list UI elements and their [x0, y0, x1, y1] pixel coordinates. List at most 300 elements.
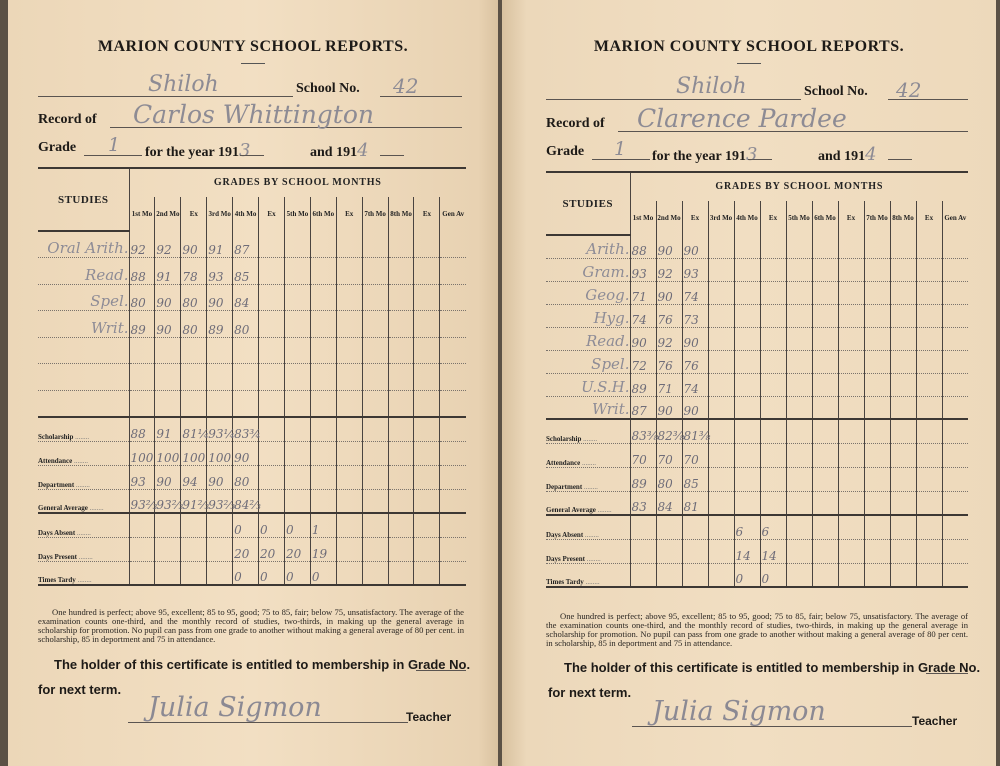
grade-cell	[760, 281, 786, 304]
month-header: Ex	[838, 201, 864, 235]
month-header: 2nd Mo	[155, 197, 181, 231]
summary-label: Department ........	[38, 465, 129, 489]
report-title: MARION COUNTY SCHOOL REPORTS.	[593, 38, 905, 55]
grade-cell: 70	[682, 443, 708, 467]
grade-cell: 88	[129, 417, 155, 441]
year-end: 4	[357, 140, 369, 161]
grade-cell: 6	[734, 515, 760, 539]
grade-cell: 70	[656, 443, 682, 467]
grade-cell: 90	[656, 281, 682, 304]
grade-cell	[362, 441, 388, 465]
grade-cell	[838, 419, 864, 443]
month-header: 5th Mo	[786, 201, 812, 235]
title-rule	[737, 63, 761, 64]
grade-cell	[786, 539, 812, 563]
grade-cell	[916, 563, 942, 587]
subject-name: Writ.	[38, 311, 129, 338]
subject-name: Arith.	[546, 235, 630, 258]
grade-cell	[786, 373, 812, 396]
grade-cell	[414, 465, 440, 489]
grade-cell	[708, 281, 734, 304]
grade-cell	[864, 327, 890, 350]
grade-cell: 19	[310, 537, 336, 561]
certificate-grade-line	[416, 670, 466, 671]
month-header: Ex	[916, 201, 942, 235]
school-name: Shiloh	[676, 74, 747, 99]
grade-cell: 90	[155, 465, 181, 489]
grade-cell: 83¾	[233, 417, 259, 441]
grade-cell	[414, 258, 440, 285]
grade-cell	[284, 465, 310, 489]
grade-cell	[734, 258, 760, 281]
grade-cell	[942, 539, 968, 563]
subject-name	[38, 364, 129, 391]
grade-cell	[207, 561, 233, 585]
grade-cell	[259, 465, 285, 489]
month-header: 7th Mo	[362, 197, 388, 231]
grade-cell	[336, 284, 362, 311]
grade-cell	[916, 281, 942, 304]
grade-cell	[812, 515, 838, 539]
days-label: Times Tardy ........	[546, 563, 630, 587]
grade-cell: 100	[181, 441, 207, 465]
grade-cell	[336, 337, 362, 364]
grade-cell	[129, 513, 155, 537]
grade-cell	[310, 311, 336, 338]
month-header: 1st Mo	[129, 197, 155, 231]
grade-cell	[838, 258, 864, 281]
grade-cell	[942, 467, 968, 491]
grade-cell: 81	[682, 491, 708, 515]
grade-cell: 14	[734, 539, 760, 563]
grade-cell	[284, 284, 310, 311]
grade-cell: 81¼	[181, 417, 207, 441]
grade-cell	[708, 467, 734, 491]
grade-cell	[812, 539, 838, 563]
days-label: Days Present ........	[546, 539, 630, 563]
grade-cell	[838, 281, 864, 304]
grade-cell: 76	[682, 350, 708, 373]
grade-cell: 84	[233, 284, 259, 311]
grade-cell: 80	[129, 284, 155, 311]
grade-cell: 93	[630, 258, 656, 281]
grade-cell	[864, 350, 890, 373]
grade-cell	[786, 419, 812, 443]
grade-cell	[838, 467, 864, 491]
grade-cell	[414, 537, 440, 561]
grade-cell	[310, 391, 336, 418]
grade-cell	[440, 311, 466, 338]
grade-cell	[916, 396, 942, 419]
grade-cell: 87	[233, 231, 259, 258]
grade-cell	[155, 391, 181, 418]
grade-cell	[890, 373, 916, 396]
grade-cell	[362, 337, 388, 364]
grade-cell	[181, 513, 207, 537]
grade-cell	[734, 235, 760, 258]
studies-header: STUDIES	[38, 169, 129, 231]
grade-cell	[336, 231, 362, 258]
grade-cell	[362, 311, 388, 338]
grade-cell	[812, 350, 838, 373]
grade-cell: 81⅜	[682, 419, 708, 443]
title-rule	[241, 63, 265, 64]
grade-cell	[760, 491, 786, 515]
grade-cell	[630, 515, 656, 539]
grade-cell	[708, 563, 734, 587]
grade-cell	[440, 513, 466, 537]
grade-cell: 90	[630, 327, 656, 350]
grade-cell	[760, 373, 786, 396]
grade-cell	[129, 561, 155, 585]
grade-cell	[362, 364, 388, 391]
grade-cell	[181, 364, 207, 391]
grade-cell	[812, 491, 838, 515]
subject-name: Read.	[546, 327, 630, 350]
grade-cell	[259, 311, 285, 338]
grade-cell	[181, 337, 207, 364]
grade-cell: 90	[155, 284, 181, 311]
grade-cell	[890, 281, 916, 304]
grade-cell: 90	[682, 327, 708, 350]
subject-name: Spel.	[546, 350, 630, 373]
grade-cell	[708, 396, 734, 419]
grade-cell: 0	[310, 561, 336, 585]
month-header: Ex	[259, 197, 285, 231]
grade-cell	[890, 350, 916, 373]
grade-cell	[786, 467, 812, 491]
grade-cell: 83⅜	[630, 419, 656, 443]
grade-cell	[388, 258, 414, 285]
grade-cell	[942, 443, 968, 467]
teacher-label: Teacher	[912, 714, 958, 728]
grade-cell	[656, 515, 682, 539]
grade-cell	[708, 491, 734, 515]
school-no: 42	[896, 78, 922, 102]
grade-cell	[284, 258, 310, 285]
grade-cell: 80	[181, 311, 207, 338]
grade-cell	[259, 417, 285, 441]
grade-cell	[388, 441, 414, 465]
grade-cell: 14	[760, 539, 786, 563]
grade-cell	[682, 563, 708, 587]
grade-cell	[838, 373, 864, 396]
grade-cell	[388, 284, 414, 311]
grade-cell	[786, 304, 812, 327]
grade-cell	[129, 364, 155, 391]
grade-cell	[440, 561, 466, 585]
grade-cell	[155, 537, 181, 561]
grade-cell	[812, 467, 838, 491]
grade-cell: 76	[656, 304, 682, 327]
grade-cell	[942, 373, 968, 396]
grade-cell	[336, 465, 362, 489]
grade-cell	[155, 513, 181, 537]
grade-cell: 92	[129, 231, 155, 258]
grade-cell	[362, 513, 388, 537]
grade-cell	[786, 258, 812, 281]
grade-cell: 80	[233, 465, 259, 489]
grade-cell: 6	[760, 515, 786, 539]
month-header: 8th Mo	[388, 197, 414, 231]
grade-cell	[207, 337, 233, 364]
grade-cell	[812, 327, 838, 350]
grade-cell: 89	[630, 373, 656, 396]
grade-cell	[440, 284, 466, 311]
grade-cell	[336, 417, 362, 441]
grade-cell	[760, 304, 786, 327]
grade-cell	[181, 561, 207, 585]
grade-cell: 93¼	[207, 417, 233, 441]
grade-cell	[864, 396, 890, 419]
grade-cell	[890, 396, 916, 419]
grade-cell: 80	[233, 311, 259, 338]
grade-cell	[864, 563, 890, 587]
teacher-signature: Julia Sigmon	[652, 696, 826, 727]
month-header: 7th Mo	[864, 201, 890, 235]
month-header: Ex	[760, 201, 786, 235]
grade-cell: 85	[682, 467, 708, 491]
grade-cell	[155, 561, 181, 585]
grade-cell	[129, 337, 155, 364]
grade-cell	[284, 417, 310, 441]
grade-cell	[942, 235, 968, 258]
grade-cell	[942, 258, 968, 281]
grade-cell	[336, 364, 362, 391]
month-header: 4th Mo	[233, 197, 259, 231]
grade-cell	[864, 515, 890, 539]
month-header: 6th Mo	[812, 201, 838, 235]
grade-cell	[708, 235, 734, 258]
grade-cell	[440, 364, 466, 391]
grade-cell	[812, 563, 838, 587]
grade-cell	[916, 539, 942, 563]
year-start-line	[748, 159, 772, 160]
grades-table	[38, 167, 466, 586]
grade-cell: 90	[656, 235, 682, 258]
grade-cell	[864, 258, 890, 281]
grade-cell	[388, 364, 414, 391]
grade-cell	[708, 327, 734, 350]
year-end-line	[888, 159, 912, 160]
grade-cell: 93⅔	[155, 489, 181, 513]
school-no: 42	[393, 74, 419, 98]
grade-cell: 90	[207, 284, 233, 311]
grade-cell	[890, 443, 916, 467]
grade-cell: 80	[181, 284, 207, 311]
grade-cell	[259, 489, 285, 513]
month-header: 3rd Mo	[207, 197, 233, 231]
summary-label: General Average ........	[38, 489, 129, 513]
grade-cell: 76	[656, 350, 682, 373]
grade-cell: 89	[207, 311, 233, 338]
teacher-label: Teacher	[406, 710, 452, 724]
grade-cell: 84	[656, 491, 682, 515]
grade-cell	[233, 391, 259, 418]
grade-cell	[864, 281, 890, 304]
grade-cell: 0	[284, 513, 310, 537]
month-header: 2nd Mo	[656, 201, 682, 235]
month-header: Gen Av	[944, 214, 967, 222]
grade-cell	[259, 284, 285, 311]
grade-cell	[760, 396, 786, 419]
grade-cell	[336, 391, 362, 418]
grade-cell	[890, 235, 916, 258]
grade-cell	[440, 537, 466, 561]
grade-cell	[414, 561, 440, 585]
grade-cell	[336, 311, 362, 338]
grade-cell	[414, 337, 440, 364]
grade-cell	[284, 364, 310, 391]
grade-cell	[838, 443, 864, 467]
grade-cell	[284, 337, 310, 364]
grade-cell	[812, 443, 838, 467]
grade-cell: 0	[760, 563, 786, 587]
grade-cell	[734, 443, 760, 467]
grade-cell	[786, 327, 812, 350]
grade-cell	[362, 391, 388, 418]
grade-cell: 93	[129, 465, 155, 489]
grade-cell	[916, 419, 942, 443]
grade-cell	[362, 489, 388, 513]
grade-cell: 91	[155, 417, 181, 441]
grade-cell	[734, 327, 760, 350]
grade-cell: 83	[630, 491, 656, 515]
grade-value: 1	[108, 134, 121, 156]
grade-cell: 90	[682, 235, 708, 258]
grade-cell	[812, 373, 838, 396]
certificate-grade-line	[926, 673, 968, 674]
grade-cell	[864, 491, 890, 515]
grade-cell	[786, 396, 812, 419]
grade-cell: 0	[233, 513, 259, 537]
grade-label: Grade	[38, 140, 77, 155]
grade-cell	[760, 235, 786, 258]
grade-cell	[786, 235, 812, 258]
grade-cell	[942, 491, 968, 515]
grade-cell: 90	[656, 396, 682, 419]
grade-cell	[310, 337, 336, 364]
year-start: 3	[238, 140, 251, 161]
grade-cell	[786, 563, 812, 587]
grade-cell	[414, 284, 440, 311]
grade-cell	[890, 258, 916, 281]
grade-cell: 90	[181, 231, 207, 258]
grade-cell	[734, 419, 760, 443]
subject-name: Hyg.	[546, 304, 630, 327]
grade-cell	[786, 443, 812, 467]
grade-cell: 93⅔	[129, 489, 155, 513]
subject-name: U.S.H.	[546, 373, 630, 396]
grade-cell: 92	[656, 258, 682, 281]
teacher-signature: Julia Sigmon	[148, 692, 322, 723]
year-end-line	[380, 155, 404, 156]
grade-cell: 93⅔	[207, 489, 233, 513]
month-header: 3rd Mo	[708, 201, 734, 235]
grade-cell	[388, 231, 414, 258]
grade-cell: 71	[656, 373, 682, 396]
grade-cell: 0	[233, 561, 259, 585]
grade-cell	[440, 489, 466, 513]
subject-name: Spel.	[38, 284, 129, 311]
days-label: Days Absent ........	[546, 515, 630, 539]
grade-cell: 91	[155, 258, 181, 285]
grade-cell	[233, 364, 259, 391]
grade-cell	[388, 513, 414, 537]
grade-cell: 89	[630, 467, 656, 491]
student-name: Carlos Whittington	[133, 100, 374, 129]
grade-cell	[284, 391, 310, 418]
certificate-text: The holder of this certificate is entitled to membership in Grade No.	[564, 660, 981, 675]
days-label: Days Absent ........	[38, 513, 129, 537]
grade-cell: 73	[682, 304, 708, 327]
grade-cell: 20	[284, 537, 310, 561]
year-start-line	[240, 155, 264, 156]
record-of-label: Record of	[546, 116, 605, 131]
grade-cell	[181, 391, 207, 418]
subject-name	[38, 391, 129, 418]
grade-cell: 0	[259, 513, 285, 537]
month-header: 1st Mo	[630, 201, 656, 235]
grade-cell	[336, 561, 362, 585]
grade-cell: 84⅔	[233, 489, 259, 513]
grade-cell: 90	[207, 465, 233, 489]
grade-cell	[440, 465, 466, 489]
grade-cell	[362, 561, 388, 585]
grade-cell	[414, 231, 440, 258]
year-label: for the year 1913	[652, 144, 758, 165]
grade-cell	[942, 396, 968, 419]
grade-cell	[812, 396, 838, 419]
record-of-label: Record of	[38, 112, 97, 127]
subject-name: Read.	[38, 258, 129, 285]
subject-name: Writ.	[546, 396, 630, 419]
grade-cell	[838, 350, 864, 373]
grade-cell	[864, 539, 890, 563]
grade-cell	[864, 304, 890, 327]
grade-cell: 20	[259, 537, 285, 561]
school-name-line	[546, 99, 801, 100]
school-no-label: School No.	[296, 81, 360, 96]
grading-notes: One hundred is perfect; above 95, excellent; 85 to 95, good; 75 to 85, fair; below 75, unsatisfactory. The average of the examination counts one-third, and the monthly record of studies, two-thirds, in making up the general average in scholarship for promotion. No pupil can pass from one grade to another without making a general average of 80 per cent. in scholarship, 85 in deportment and 75 in attendance.	[546, 611, 968, 648]
grade-cell	[942, 281, 968, 304]
summary-label: Attendance ........	[546, 443, 630, 467]
grade-value: 1	[614, 138, 627, 160]
month-header: 4th Mo	[734, 201, 760, 235]
grade-cell: 74	[682, 373, 708, 396]
grade-cell	[812, 281, 838, 304]
subject-name: Geog.	[546, 281, 630, 304]
grade-cell	[440, 337, 466, 364]
grade-cell	[942, 419, 968, 443]
grade-cell	[838, 563, 864, 587]
grade-cell	[760, 258, 786, 281]
grade-cell	[414, 417, 440, 441]
grade-cell: 0	[259, 561, 285, 585]
studies-header: STUDIES	[546, 173, 630, 235]
grade-cell	[414, 489, 440, 513]
grade-cell	[734, 491, 760, 515]
grade-cell	[362, 258, 388, 285]
grade-cell	[708, 515, 734, 539]
grade-cell	[388, 311, 414, 338]
grade-cell	[838, 235, 864, 258]
grade-cell: 91⅔	[181, 489, 207, 513]
grade-cell	[916, 258, 942, 281]
grade-cell	[734, 304, 760, 327]
grade-cell	[942, 327, 968, 350]
month-header: 5th Mo	[284, 197, 310, 231]
